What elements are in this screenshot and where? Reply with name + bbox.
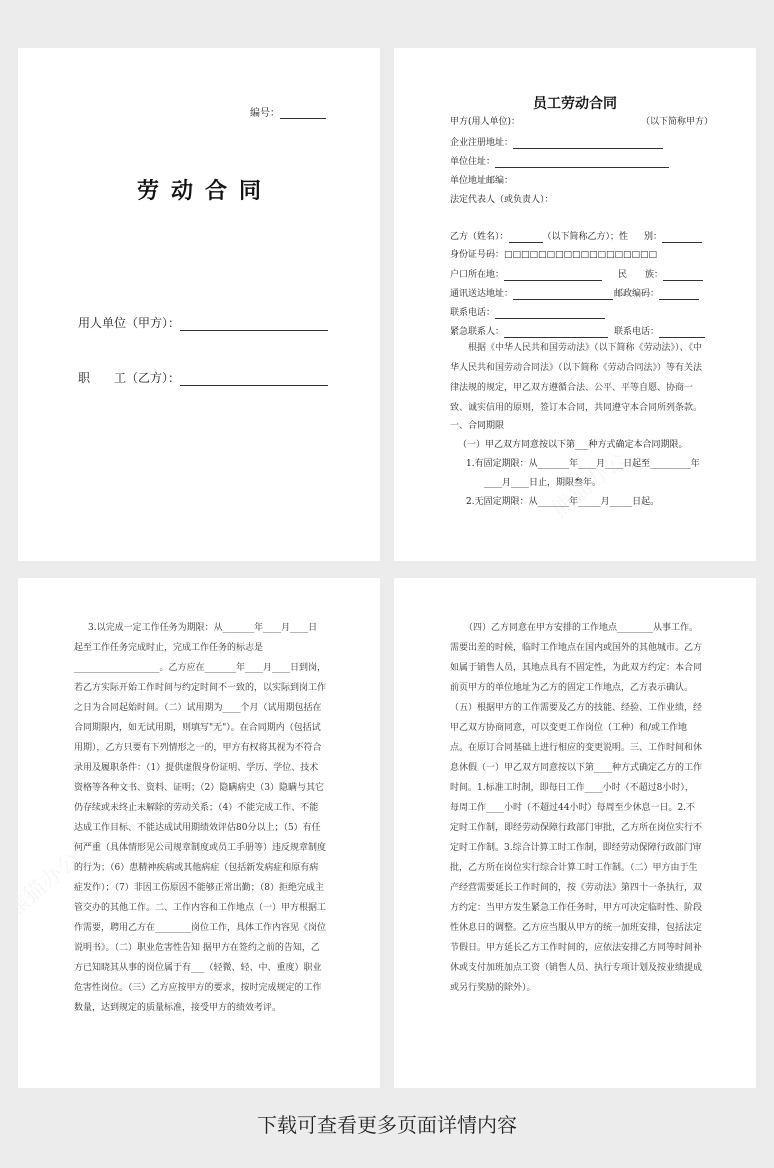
contract-page-2	[394, 48, 756, 561]
employer-field	[78, 314, 328, 331]
legal-rep-label: 法定代表人（或负责人）：	[450, 195, 554, 205]
intro-paragraph: 根据《中华人民共和国劳动法》（以下简称《劳动法》）、《中华人民共和国劳动合同法》（以下简称《劳动合同法》）等有关法律法规的规定，甲乙双方遵循合法、公平、平等自愿、协商一致、诚实信用的原则，签订本合同，共同遵守本合同所列条款。	[450, 343, 703, 413]
cover-title: 劳动合同	[136, 178, 273, 204]
download-hint: 下载可查看更多页面详情内容	[257, 1113, 517, 1137]
party-b-label: 乙方（姓名）：	[450, 232, 509, 242]
fixed-term-a: 1.有固定期限：从_______年____月____日起至_________年	[466, 459, 700, 469]
employer-line	[180, 318, 328, 331]
ethnic-line	[663, 268, 703, 281]
phone-line	[495, 306, 605, 319]
mail-address-label: 通讯送达地址：	[450, 289, 514, 299]
ethnic-field	[618, 268, 703, 281]
id-number: 身份证号码：□□□□□□□□□□□□□□□□□□	[450, 250, 658, 260]
party-b-note: （以下简称乙方）；性	[542, 232, 629, 242]
zip-label: 邮政编码：	[614, 289, 660, 299]
zip-line	[659, 287, 699, 300]
fixed-term-b: ____月____日止，期限叁年。	[484, 478, 602, 488]
ethnic-label: 民 族：	[618, 270, 664, 280]
employee-field	[78, 369, 328, 386]
emergency-field	[450, 325, 608, 338]
gender-label: 别：	[644, 232, 663, 242]
emergency-phone-line	[659, 325, 705, 338]
gender-field	[644, 230, 702, 243]
section-1-heading: 一、合同期限	[450, 421, 505, 431]
page-3-text: 3.以完成一定工作任务为期限：从_______年____月____日起至工作任务完成时止，完成工作任务的标志是___________________。乙方应在_______年____月____日到岗，若乙方实际开始工作时间与约定时间不一致的，以实际到岗工作之日为合同起始时间。（二）试用期为____个月（试用期包括在合同期限内，如无试用期，则填写"无"）。在合同期内（包括试用期），乙方只要有下列情形之一的，甲方有权将其视为不符合录用及履职条件：（1）提供虚假身份证明、学历、学位、技术资格等各种文书、资料、证明；（2）隐瞒病史（3）隐瞒与其它仍存续或未终止未解除的劳动关系；（4）不能完成工作、不能达成工作目标、不能达成试用期绩效评估80分以上；（5）有任何严重（具体情形见公司规章制度或员工手册等）违反规章制度的行为；（6）患精神疾病或其他病症（包括新发病症和原有病症发作）；（7）非因工伤原因不能够正常出勤；（8）拒绝完成主管交办的其他工作。二、工作内容和工作地点（一）甲方根据工作需要，聘用乙方在________岗位工作，具体工作内容见《岗位说明书》。（二）职业危害性告知 据甲方在签约之前的告知，乙方已知晓其从事的岗位属于有___（轻微、轻、中、重度）职业危害性岗位。（三）乙方应按甲方的要求，按时完成规定的工作数量，达到规定的质量标准，接受甲方的绩效考评。	[74, 623, 327, 1013]
emergency-label: 紧急联系人：	[450, 327, 505, 337]
zip-field	[614, 287, 699, 300]
contract-number-label: 编号：	[250, 108, 280, 119]
unit-address-label: 单位住址：	[450, 157, 496, 167]
contract-number-line	[280, 106, 326, 119]
contract-page-3	[18, 578, 380, 1088]
reg-address-field	[450, 136, 663, 149]
mail-address-field	[450, 287, 613, 300]
hukou-label: 户口所在地：	[450, 270, 505, 280]
postcode-label: 单位地址邮编：	[450, 176, 514, 186]
employee-line	[180, 373, 328, 386]
contract-title: 员工劳动合同	[533, 96, 617, 112]
contract-page-4	[394, 578, 756, 1088]
emergency-phone-field	[614, 325, 705, 338]
mail-address-line	[513, 287, 613, 300]
page-4-text: （四）乙方同意在甲方安排的工作地点________从事工作。需要出差的时候，临时工作地点在国内或国外的其他城市。乙方如属于销售人员，其地点具有不固定性，为此双方约定：本合同前页甲方的单位地址为乙方的固定工作地点，乙方表示确认。（五）根据甲方的工作需要及乙方的技能、经验、工作业绩，经甲乙双方协商同意，可以变更工作岗位（工种）和/或工作地点。在原订合同基础上进行相应的变更说明。三、工作时间和休息休假（一）甲乙双方同意按以下第____种方式确定乙方的工作时间。1.标准工时制，即每日工作____小时（不超过8小时），每周工作____小时（不超过44小时）每周至少休息一日。2.不定时工作制，即经劳动保障行政部门审批，乙方所在岗位实行不定时工作制。3.综合计算工时工作制，即经劳动保障行政部门审批，乙方所在岗位实行综合计算工时工作制。（二）甲方由于生产经营需要延长工作时间的，按《劳动法》第四十一条执行，双方约定：当甲方发生紧急工作任务时，甲方可决定临时性、阶段性休息日的调整。乙方应当服从甲方的统一加班安排，包括法定节假日。甲方延长乙方工作时间的，应依法安排乙方同等时间补休或支付加班加点工资（销售人员、执行专项计划及按业绩提成或另行奖励的除外）。	[450, 623, 703, 993]
hukou-field	[450, 268, 602, 281]
party-b-field	[450, 230, 628, 243]
unit-address-line	[495, 155, 669, 168]
hukou-line	[504, 268, 602, 281]
party-a-note: （以下简称甲方）	[641, 117, 714, 127]
contract-number	[250, 104, 326, 119]
emergency-line	[504, 325, 608, 338]
employer-label: 用人单位（甲方）：	[78, 316, 181, 330]
employee-label: 职 工（乙方）：	[78, 371, 181, 385]
gender-line	[662, 230, 702, 243]
phone-field	[450, 306, 605, 319]
party-a-label: 甲方(用人单位)：	[450, 117, 521, 127]
emergency-phone-label: 联系电话：	[614, 327, 660, 337]
unit-address-field	[450, 155, 669, 168]
phone-label: 联系电话：	[450, 308, 496, 318]
party-b-line	[509, 230, 543, 243]
reg-address-line	[513, 136, 663, 149]
cover-page	[18, 48, 380, 561]
reg-address-label: 企业注册地址：	[450, 138, 514, 148]
section-1-1: （一）甲乙双方同意按以下第___种方式确定本合同期限。	[458, 440, 688, 450]
unfixed-term: 2.无固定期限：从_______年_____月_____日起。	[466, 497, 660, 507]
